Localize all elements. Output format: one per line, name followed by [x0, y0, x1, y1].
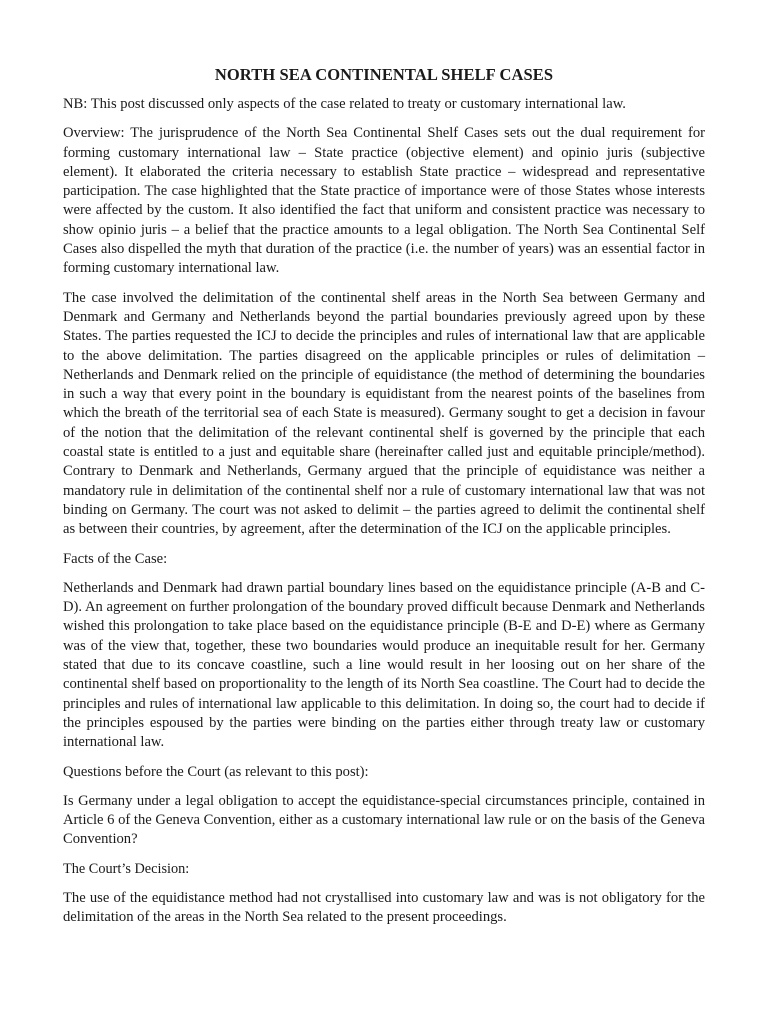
note-paragraph: NB: This post discussed only aspects of the case related to treaty or customary international law.	[63, 96, 626, 112]
decision-paragraph: The use of the equidistance method had not crystallised into customary law and was is not obligatory for the delimitation of the areas in the North Sea related to the present proceedings.	[63, 889, 705, 926]
facts-paragraph: Netherlands and Denmark had drawn partial boundary lines based on the equidistance principle (A-B and C-D). An agreement on further prolongation of the boundary proved difficult because Denmark and Netherlands wished this prolongation to take place based on the equidistance principle (B-E and D-E) where as Germany was of the view that, together, these two boundaries would produce an inequitable result for her. Germany stated that due to its concave coastline, such a line would result in her loosing out on her share of the continental shelf based on proportionality to the length of its North Sea coastline. The Court had to decide the principles and rules of international law applicable to this delimitation. In doing so, the court had to decide if the principles espoused by the parties were binding on the parties either through treaty law or customary international law.	[63, 579, 705, 751]
question-paragraph: Is Germany under a legal obligation to accept the equidistance-special circumstances principle, contained in Article 6 of the Geneva Convention, either as a customary international law rule or on the basis of the Geneva Convention?	[63, 792, 705, 848]
overview-paragraph: Overview: The jurisprudence of the North Sea Continental Shelf Cases sets out the dual requirement for forming customary international law – State practice (objective element) and opinio juris (subjective element). It elaborated the criteria necessary to establish State practice – widespread and representative participation. The case highlighted that the State practice of importance were of those States whose interests were affected by the custom. It also identified the fact that uniform and consistent practice was necessary to show opinio juris – a belief that the practice amounts to a legal obligation. The North Sea Continental Self Cases also dispelled the myth that duration of the practice (i.e. the number of years) was an essential factor in forming customary international law.	[63, 125, 705, 277]
document-title: NORTH SEA CONTINENTAL SHELF CASES	[214, 65, 554, 84]
background-paragraph: The case involved the delimitation of the continental shelf areas in the North Sea between Germany and Denmark and Germany and Netherlands beyond the partial boundaries previously agreed upon by these States. The parties requested the ICJ to decide the principles and rules of international law that are applicable to the above delimitation. The parties disagreed on the applicable principles or rules of delimitation – Netherlands and Denmark relied on the principle of equidistance (the method of determining the boundaries in such a way that every point in the boundary is equidistant from the nearest points of the baselines from which the breath of the territorial sea of each State is measured). Germany sought to get a decision in favour of the notion that the delimitation of the relevant continental shelf is governed by the principle that each coastal state is entitled to a just and equitable share (hereinafter called just and equitable principle/method). Contrary to Denmark and Netherlands, Germany argued that the principle of equidistance was neither a mandatory rule in delimitation of the continental shelf nor a rule of customary international law that was not binding on Germany. The court was not asked to delimit – the parties agreed to delimit the continental shelf as between their countries, by agreement, after the determination of the ICJ on the applicable principles.	[63, 289, 705, 538]
document-page	[63, 64, 705, 938]
facts-heading: Facts of the Case:	[63, 550, 168, 567]
decision-heading: The Court’s Decision:	[63, 860, 190, 877]
questions-heading: Questions before the Court (as relevant to this post):	[63, 763, 369, 780]
